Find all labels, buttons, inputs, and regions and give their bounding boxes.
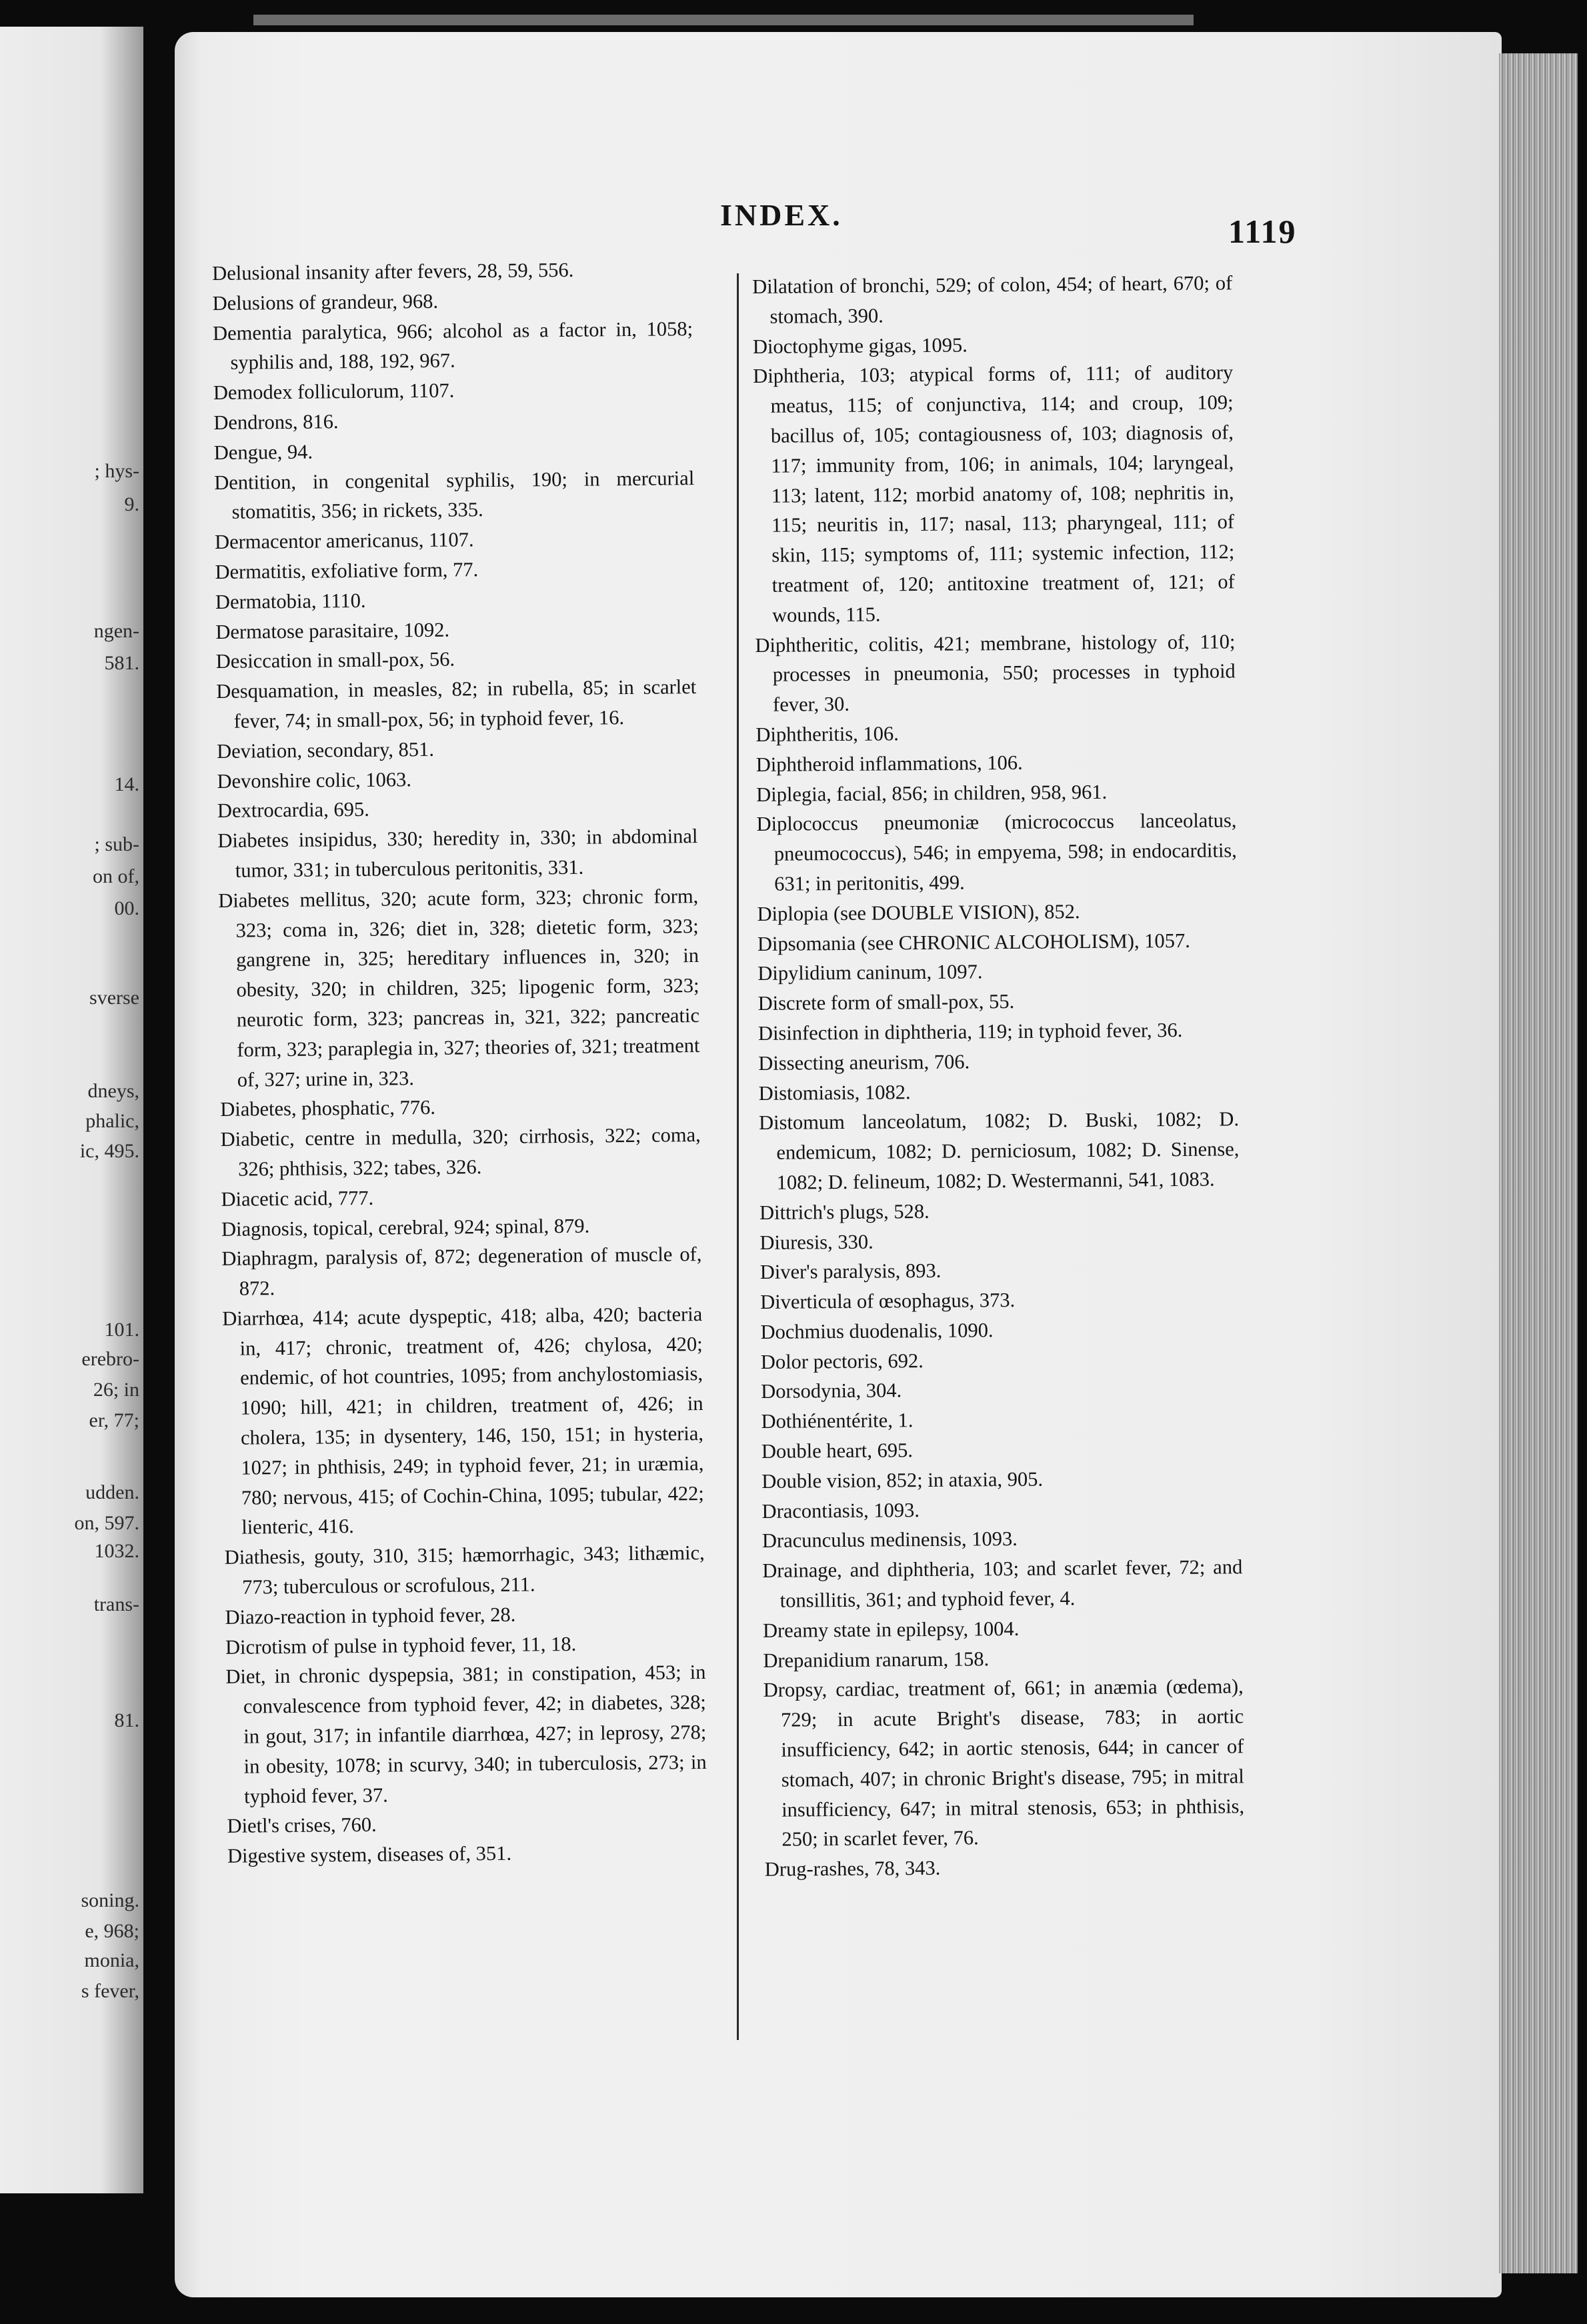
index-entry: Demodex folliculorum, 1107. bbox=[213, 379, 455, 405]
previous-page-fragment: 9. bbox=[124, 493, 139, 515]
index-entry: Diphtheria, 103; atypical forms of, 111; of auditory meatus, 115; of conjunctiva, 114; and croup, 109; bacillus of, 105; contagiousness of, 103; diagnosis of, 117; immunity from, 106; in animals, 104; laryngeal, 113; latent, 112; morbid anatomy of, 108; nephritis in, 115; neuritis in, 117; nasal, 113; pharyngeal, 111; of skin, 115; symptoms of, 111; systemic infection, 112; treatment of, 120; antitoxine treatment of, 121; of wounds, 115. bbox=[753, 361, 1235, 627]
index-entry: Diplegia, facial, 856; in children, 958, 961. bbox=[756, 780, 1108, 806]
previous-page-edge bbox=[0, 27, 143, 2193]
index-entry: Diver's paralysis, 893. bbox=[759, 1259, 942, 1284]
previous-page-fragment: sverse bbox=[89, 987, 139, 1009]
index-entry: Dicrotism of pulse in typhoid fever, 11, 18. bbox=[225, 1632, 577, 1659]
index-entry: Dermatose parasitaire, 1092. bbox=[215, 618, 450, 643]
previous-page-fragment: 81. bbox=[114, 1709, 139, 1731]
index-entry: Dittrich's plugs, 528. bbox=[759, 1199, 930, 1224]
index-entry: Diarrhœa, 414; acute dyspeptic, 418; alba, 420; bacteria in, 417; chronic, treatment of, 426; chylosa, 420; endemic, of hot countries, 1095; from anchylostomiasis, 1090; hill, 421; in children, treatment of, 426; in cholera, 135; in dysentery, 146, 150, 151; in hysteria, 1027; in phthisis, 249; in typhoid fever, 21; in uræmia, 780; nervous, 415; of Cochin-China, 1095; tubular, 422; lienteric, 416. bbox=[222, 1302, 704, 1539]
index-entry: Dissecting aneurism, 706. bbox=[758, 1050, 970, 1075]
previous-page-fragment: 26; in bbox=[93, 1379, 139, 1401]
index-entry: Dracontiasis, 1093. bbox=[761, 1498, 920, 1523]
index-entry: Dropsy, cardiac, treatment of, 661; in anæmia (œdema), 729; in acute Bright's disease, 783; in aortic insufficiency, 642; in aortic stenosis, 644; in cancer of stomach, 407; in chronic Bright's disease, 795; in mitral insufficiency, 647; in mitral stenosis, 653; in phthisis, 250; in scarlet fever, 76. bbox=[763, 1675, 1245, 1851]
index-entry: Distomum lanceolatum, 1082; D. Buski, 1082; D. endemicum, 1082; D. perniciosum, 1082; D. Sinense, 1082; D. felineum, 1082; D. Westermanni, 541, 1083. bbox=[758, 1107, 1240, 1194]
previous-page-fragment: 581. bbox=[104, 652, 139, 674]
previous-page-fragment: phalic, bbox=[85, 1110, 139, 1132]
previous-page-fragment: ngen- bbox=[93, 620, 139, 642]
index-entry: Diplococcus pneumoniæ (micrococcus lanceolatus, pneumococcus), 546; in empyema, 598; in endocarditis, 631; in peritonitis, 499. bbox=[756, 809, 1237, 895]
scanner-top-bar bbox=[253, 15, 1194, 25]
index-entry: Diverticula of œsophagus, 373. bbox=[760, 1289, 1016, 1314]
previous-page-fragment: s fever, bbox=[81, 1980, 139, 2002]
index-entry: Dreamy state in epilepsy, 1004. bbox=[762, 1617, 1020, 1642]
previous-page-fragment: monia, bbox=[84, 1949, 139, 1971]
index-entry: Dipsomania (see CHRONIC ALCOHOLISM), 1057. bbox=[757, 929, 1190, 955]
index-entry: Drepanidium ranarum, 158. bbox=[763, 1647, 990, 1672]
index-entry: Dioctophyme gigas, 1095. bbox=[752, 333, 968, 358]
index-entry: Disinfection in diphtheria, 119; in typhoid fever, 36. bbox=[757, 1018, 1183, 1045]
previous-page-fragment: soning. bbox=[81, 1889, 139, 1911]
index-entry: Discrete form of small-pox, 55. bbox=[757, 990, 1015, 1015]
index-entry: Dochmius duodenalis, 1090. bbox=[760, 1319, 994, 1343]
index-entry: Dilatation of bronchi, 529; of colon, 454; of heart, 670; of stomach, 390. bbox=[752, 271, 1233, 328]
index-entry: Digestive system, diseases of, 351. bbox=[227, 1842, 512, 1868]
index-column-left bbox=[212, 254, 707, 1871]
previous-page-fragment: erebro- bbox=[81, 1348, 139, 1370]
previous-page-fragment: er, 77; bbox=[89, 1409, 139, 1431]
index-entry: Diplopia (see DOUBLE VISION), 852. bbox=[757, 899, 1080, 925]
index-entry: Diabetes, phosphatic, 776. bbox=[220, 1096, 436, 1121]
index-entry: Diphtheritis, 106. bbox=[755, 722, 899, 746]
index-entry: Desquamation, in measles, 82; in rubella, 85; in scarlet fever, 74; in small-pox, 56; in typhoid fever, 16. bbox=[216, 675, 697, 733]
previous-page-fragment: 101. bbox=[104, 1319, 139, 1341]
previous-page-fragment: ic, 495. bbox=[79, 1140, 139, 1162]
previous-page-fragment: 14. bbox=[114, 773, 139, 795]
index-entry: Diagnosis, topical, cerebral, 924; spinal, 879. bbox=[221, 1214, 590, 1241]
index-entry: Dipylidium caninum, 1097. bbox=[757, 960, 983, 985]
previous-page-fragment: trans- bbox=[93, 1593, 139, 1615]
column-divider bbox=[737, 273, 739, 2040]
previous-page-fragment: on of, bbox=[93, 865, 139, 887]
index-entry: Dextrocardia, 695. bbox=[217, 798, 369, 823]
index-entry: Diabetic, centre in medulla, 320; cirrhosis, 322; coma, 326; phthisis, 322; tabes, 326. bbox=[220, 1123, 701, 1181]
index-entry: Double vision, 852; in ataxia, 905. bbox=[761, 1467, 1044, 1493]
index-entry: Diaphragm, paralysis of, 872; degeneration of muscle of, 872. bbox=[221, 1243, 702, 1300]
index-entry: Delusional insanity after fevers, 28, 59, 556. bbox=[212, 258, 574, 285]
index-entry: Diathesis, gouty, 310, 315; hæmorrhagic, 343; lithæmic, 773; tuberculous or scrofulous, 211. bbox=[224, 1541, 705, 1599]
index-entry: Desiccation in small-pox, 56. bbox=[215, 647, 455, 673]
index-entry: Diabetes mellitus, 320; acute form, 323; chronic form, 323; coma in, 326; diet in, 328; dietetic form, 323; gangrene in, 325; hereditary influences in, 320; in obesity, 320; in children, 325; lipogenic form, 323; neurotic form, 323; pancreas in, 321, 322; pancreatic form, 323; paraplegia in, 327; theories of, 321; treatment of, 327; urine in, 323. bbox=[218, 884, 700, 1091]
index-entry: Dermatobia, 1110. bbox=[215, 589, 366, 613]
index-entry: Dentition, in congenital syphilis, 190; in mercurial stomatitis, 356; in rickets, 335. bbox=[214, 466, 695, 524]
index-entry: Dothiénentérite, 1. bbox=[761, 1409, 914, 1433]
index-entry: Diuresis, 330. bbox=[759, 1230, 874, 1254]
index-entry: Diabetes insipidus, 330; heredity in, 330; in abdominal tumor, 331; in tuberculous peritonitis, 331. bbox=[217, 825, 698, 882]
index-entry: Devonshire colic, 1063. bbox=[217, 767, 412, 793]
previous-page-fragment: dneys, bbox=[87, 1080, 139, 1102]
index-entry: Distomiasis, 1082. bbox=[758, 1080, 911, 1105]
index-entry: Dermatitis, exfoliative form, 77. bbox=[215, 558, 479, 583]
previous-page-fragment: 1032. bbox=[94, 1540, 139, 1562]
index-entry: Diet, in chronic dyspepsia, 381; in constipation, 453; in convalescence from typhoid fever, 42; in diabetes, 328; in gout, 317; in infantile diarrhœa, 427; in leprosy, 278; in obesity, 1078; in scurvy, 340; in tuberculosis, 273; in typhoid fever, 37. bbox=[225, 1661, 707, 1808]
previous-page-fragment: 00. bbox=[114, 897, 139, 919]
index-entry: Diazo-reaction in typhoid fever, 28. bbox=[225, 1603, 516, 1629]
index-entry: Dietl's crises, 760. bbox=[227, 1813, 377, 1838]
index-entry: Drainage, and diphtheria, 103; and scarlet fever, 72; and tonsillitis, 361; and typhoid fever, 4. bbox=[762, 1555, 1243, 1612]
index-entry: Double heart, 695. bbox=[761, 1439, 914, 1463]
index-entry: Dracunculus medinensis, 1093. bbox=[761, 1527, 1018, 1553]
page-fore-edge bbox=[1499, 53, 1578, 2273]
previous-page-fragment: e, 968; bbox=[85, 1920, 139, 1942]
previous-page-fragment: ; sub- bbox=[94, 833, 139, 855]
previous-page-fragment: on, 597. bbox=[74, 1512, 139, 1534]
index-entry: Dorsodynia, 304. bbox=[761, 1379, 902, 1403]
running-header-title: INDEX. bbox=[720, 198, 843, 232]
index-entry: Deviation, secondary, 851. bbox=[216, 737, 435, 763]
index-entry: Drug-rashes, 78, 343. bbox=[764, 1857, 941, 1881]
index-entry: Diphtheritic, colitis, 421; membrane, histology of, 110; processes in pneumonia, 550; processes in typhoid fever, 30. bbox=[755, 629, 1236, 716]
previous-page-fragment: udden. bbox=[85, 1481, 139, 1503]
index-entry: Diphtheroid inflammations, 106. bbox=[755, 751, 1023, 776]
index-entry: Dermacentor americanus, 1107. bbox=[214, 528, 474, 554]
index-entry: Dendrons, 816. bbox=[213, 410, 339, 434]
previous-page-fragment: ; hys- bbox=[94, 460, 139, 482]
index-entry: Dementia paralytica, 966; alcohol as a factor in, 1058; syphilis and, 188, 192, 967. bbox=[212, 317, 693, 375]
index-entry: Delusions of grandeur, 968. bbox=[212, 289, 439, 315]
page-number: 1119 bbox=[1228, 213, 1297, 250]
index-column-right bbox=[752, 268, 1245, 1885]
index-entry: Dolor pectoris, 692. bbox=[760, 1349, 924, 1373]
index-entry: Dengue, 94. bbox=[213, 440, 313, 464]
index-entry: Diacetic acid, 777. bbox=[221, 1186, 374, 1211]
